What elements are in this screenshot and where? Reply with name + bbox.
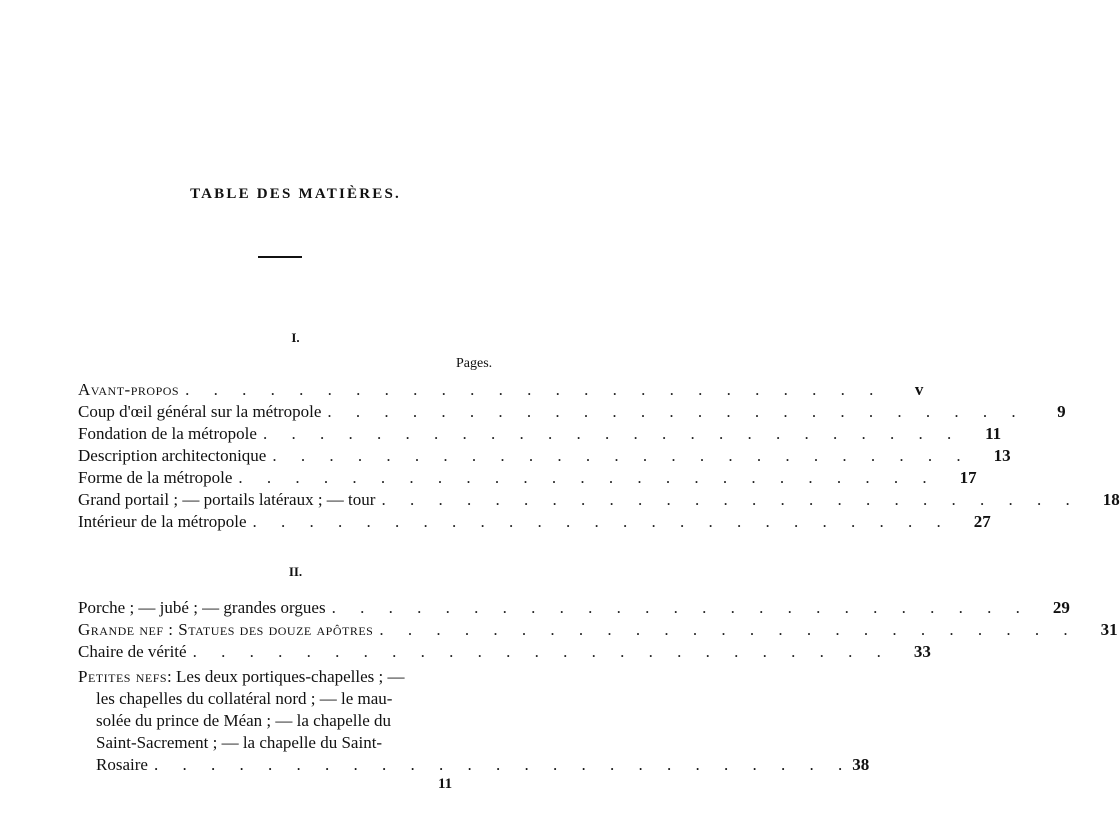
toc-entry-page: 13: [993, 446, 1011, 465]
toc-section-1: [78, 379, 1120, 533]
toc-entry-page: 18: [1102, 490, 1120, 509]
toc-entry-line: solée du prince de Méan ; — la chapelle du: [96, 711, 392, 730]
section-number-2: II.: [288, 564, 303, 579]
leader-dots: . . . . . . . . . . . . . . . . . . . . . . . . .: [262, 424, 962, 443]
toc-entry-line: les chapelles du collatéral nord ; — le mau-: [96, 689, 393, 708]
toc-entry-title: Description architectonique: [78, 446, 267, 465]
toc-entry-title: Fondation de la métropole: [78, 424, 257, 443]
toc-entry: [78, 641, 931, 663]
toc-entry-title: Chaire de vérité: [78, 642, 187, 661]
toc-entry: [78, 489, 1120, 511]
leader-dots: . . . . . . . . . . . . . . . . . . . . . . . . .: [252, 512, 951, 531]
toc-entry-page: 38: [852, 755, 870, 774]
toc-entry-page: 17: [959, 468, 977, 487]
toc-entry-title: Avant-propos: [78, 380, 180, 399]
toc-entry: [78, 511, 991, 533]
toc-entry-title: Intérieur de la métropole: [78, 512, 247, 531]
toc-entry: [78, 423, 1002, 445]
toc-entry: [78, 401, 1066, 423]
toc-entry-page: 31: [1100, 620, 1118, 639]
toc-entry-title: Coup d'œil général sur la métropole: [78, 402, 322, 421]
title-rule: [258, 256, 302, 258]
toc-entry-text: : Les deux portiques-chapelles ; —: [167, 667, 405, 686]
leader-dots: . . . . . . . . . . . . . . . . . . . . . . . . .: [192, 642, 891, 661]
leader-dots: . . . . . . . . . . . . . . . . . . . . . . . . .: [153, 755, 853, 774]
toc-entry-title: Grande nef : Statues des douze apôtres: [78, 620, 374, 639]
toc-entry-lead: Petites nefs: [78, 667, 168, 686]
leader-dots: . . . . . . . . . . . . . . . . . . . . . . . . .: [272, 446, 971, 465]
leader-dots: . . . . . . . . . . . . . . . . . . . . . . . . .: [327, 402, 1026, 421]
pages-column-label: Pages.: [456, 356, 493, 371]
toc-entry-page: 11: [985, 424, 1002, 443]
leader-dots: . . . . . . . . . . . . . . . . . . . . . . . . .: [238, 468, 937, 487]
leader-dots: . . . . . . . . . . . . . . . . . . . . . . . . .: [381, 490, 1080, 509]
section-number-1: I.: [291, 330, 300, 345]
toc-entry: [78, 445, 1011, 467]
toc-entry-page: 27: [973, 512, 991, 531]
toc-entry-page: 33: [913, 642, 931, 661]
toc-entry: [78, 467, 977, 489]
toc-entry-line: Saint-Sacrement ; — la chapelle du Saint-: [96, 733, 383, 752]
toc-entry: [78, 597, 1070, 619]
toc-entry-page: 29: [1052, 598, 1070, 617]
page-title: TABLE DES MATIÈRES.: [190, 186, 401, 202]
toc-entry: [78, 619, 1118, 641]
leader-dots: . . . . . . . . . . . . . . . . . . . . . . . . .: [379, 620, 1078, 639]
leader-dots: . . . . . . . . . . . . . . . . . . . . . . . . .: [185, 380, 884, 399]
leader-dots: . . . . . . . . . . . . . . . . . . . . . . . . .: [331, 598, 1030, 617]
toc-entry-line: [78, 666, 498, 688]
page-folio: 11: [438, 776, 453, 792]
toc-entry-page: 9: [1057, 402, 1066, 421]
toc-entry-page: v: [914, 380, 924, 399]
toc-section-2: [78, 597, 1118, 663]
toc-entry-title: Porche ; — jubé ; — grandes orgues: [78, 598, 326, 617]
toc-entry-text: Rosaire: [96, 755, 148, 774]
toc-entry: [78, 379, 924, 401]
toc-entry-title: Forme de la métropole: [78, 468, 233, 487]
toc-entry-line: [78, 754, 870, 776]
toc-entry-title: Grand portail ; — portails latéraux ; — tour: [78, 490, 376, 509]
toc-entry-multiline: [78, 666, 870, 776]
